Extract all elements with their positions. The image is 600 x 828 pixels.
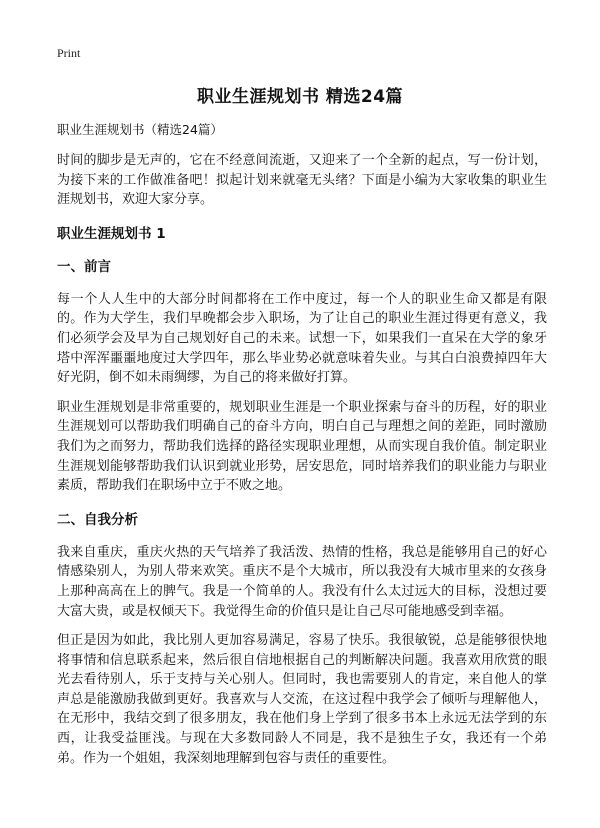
document-subtitle: 职业生涯规划书（精选24篇）: [57, 122, 223, 137]
intro-paragraph: 时间的脚步是无声的，它在不经意间流逝，又迎来了一个全新的起点，写一份计划，为接下来的工作做准备吧！拟起计划来就毫无头绪？下面是小编为大家收集的职业生涯规划书，欢迎大家分享。: [57, 153, 547, 208]
document-body: [57, 120, 547, 778]
print-label: Print: [57, 46, 81, 60]
paragraph-preface-1: 每一个人人生中的大部分时间都将在工作中度过，每一个人的职业生命又都是有限的。作为大学生，我们早晚都会步入职场，为了让自己的职业生涯过得更有意义，我们必须学会及早为自己规划好自己的未来。试想一下，如果我们一直呆在大学的象牙塔中浑浑噩噩地度过大学四年，那么毕业势必就意味着失业。与其白白浪费掉四年大好光阴，倒不如未雨绸缪，为自己的将来做好打算。: [57, 291, 547, 386]
section-title: 职业生涯规划书 1: [57, 225, 166, 242]
paragraph-self-analysis-1: 我来自重庆，重庆火热的天气培养了我活泼、热情的性格，我总是能够用自己的好心情感染别人，为别人带来欢笑。重庆不是个大城市，所以我没有大城市里来的女孩身上那种高高在上的脾气。我是一个简单的人。我没有什么太过远大的目标，没想过要大富大贵，或是权倾天下。我觉得生命的价值只是让自己尽可能地感受到幸福。: [57, 544, 547, 619]
paragraph-preface-2: 职业生涯规划是非常重要的，规划职业生涯是一个职业探索与奋斗的历程，好的职业生涯规划可以帮助我们明确自己的奋斗方向，明白自己与理想之间的差距，同时激励我们为之而努力，帮助我们选择的路径实现职业理想，从而实现自我价值。制定职业生涯规划能够帮助我们认识到就业形势，居安思危，同时培养我们的职业能力与职业素质，帮助我们在职场中立于不败之地。: [57, 399, 547, 494]
heading-self-analysis: 二、自我分析: [57, 511, 138, 528]
page-title: 职业生涯规划书 精选24篇: [196, 87, 404, 107]
heading-preface: 一、前言: [57, 258, 111, 275]
paragraph-self-analysis-2: 但正是因为如此，我比别人更加容易满足，容易了快乐。我很敏锐，总是能够很快地将事情和信息联系起来，然后很自信地根据自己的判断解决问题。我喜欢用欣赏的眼光去看待别人，乐于支持与关心别人。但同时，我也需要别人的肯定，来自他人的掌声总是能激励我做到更好。我喜欢与人交流，在这过程中我学会了倾听与理解他人，在无形中，我结交到了很多朋友，我在他们身上学到了很多书本上永远无法学到的东西，让我受益匪浅。与现在大多数同龄人不同是，我不是独生子女，我还有一个弟弟。作为一个姐姐，我深刻地理解到包容与责任的重要性。: [57, 633, 547, 766]
